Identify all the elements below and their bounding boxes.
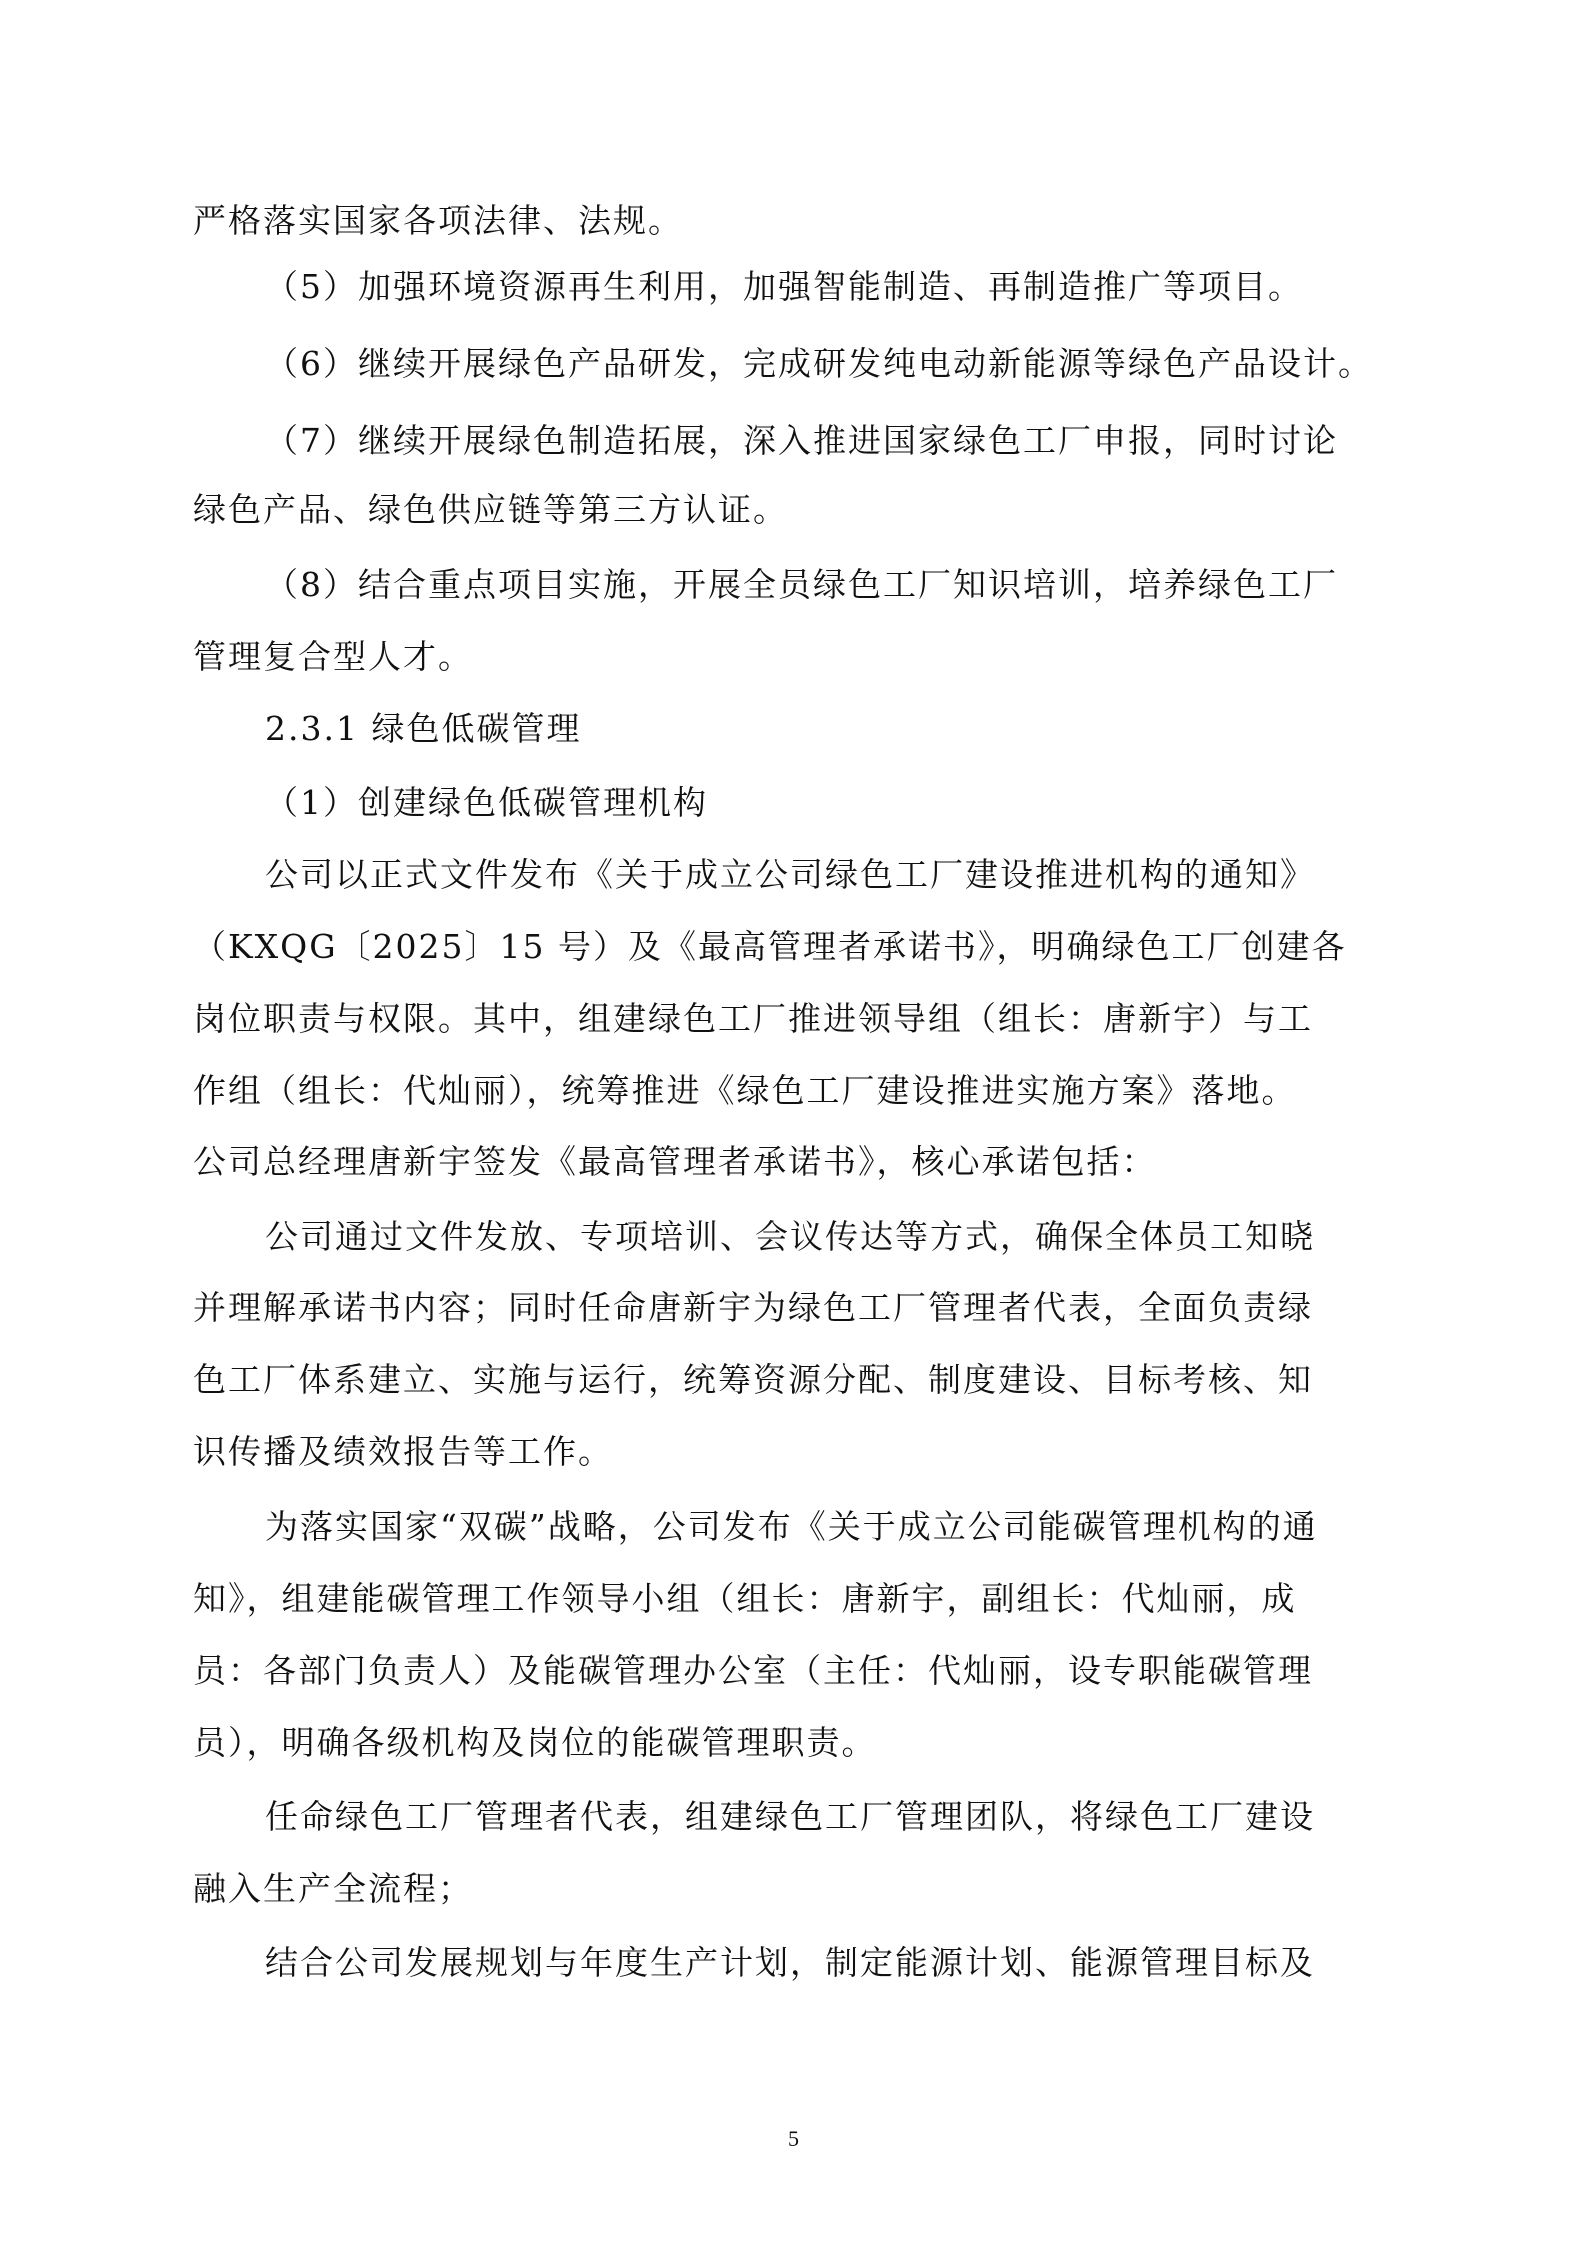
- body-text-line: 绿色产品、绿色供应链等第三方认证。: [193, 490, 788, 529]
- paragraph-line: 为落实国家“双碳”战略，公司发布《关于成立公司能碳管理机构的通: [265, 1507, 1318, 1546]
- paragraph-line: 知》，组建能碳管理工作领导小组（组长：唐新宇，副组长：代灿丽，成: [193, 1579, 1297, 1618]
- paragraph-line: 员：各部门负责人）及能碳管理办公室（主任：代灿丽，设专职能碳管理: [193, 1651, 1313, 1690]
- body-text-line: 严格落实国家各项法律、法规。: [193, 201, 683, 240]
- paragraph-line: 识传播及绩效报告等工作。: [193, 1432, 613, 1471]
- body-text-line: 管理复合型人才。: [193, 637, 473, 676]
- paragraph-line: 公司总经理唐新宇签发《最高管理者承诺书》，核心承诺包括：: [193, 1142, 1157, 1181]
- paragraph-line: 任命绿色工厂管理者代表，组建绿色工厂管理团队，将绿色工厂建设: [265, 1797, 1315, 1836]
- paragraph-line: （KXQG〔2025〕15 号）及《最高管理者承诺书》，明确绿色工厂创建各: [193, 927, 1347, 966]
- paragraph-line: 融入生产全流程；: [193, 1869, 473, 1908]
- list-item-7: （7）继续开展绿色制造拓展，深入推进国家绿色工厂申报，同时讨论: [265, 421, 1338, 460]
- list-item-6: （6）继续开展绿色产品研发，完成研发纯电动新能源等绿色产品设计。: [265, 344, 1373, 383]
- paragraph-line: 色工厂体系建立、实施与运行，统筹资源分配、制度建设、目标考核、知: [193, 1360, 1313, 1399]
- paragraph-line: 岗位职责与权限。其中，组建绿色工厂推进领导组（组长：唐新宇）与工: [193, 999, 1313, 1038]
- page-number: 5: [788, 2126, 799, 2151]
- subsection-heading: （1）创建绿色低碳管理机构: [265, 783, 708, 822]
- paragraph-line: 公司以正式文件发布《关于成立公司绿色工厂建设推进机构的通知》: [265, 855, 1315, 894]
- paragraph-line: 结合公司发展规划与年度生产计划，制定能源计划、能源管理目标及: [265, 1943, 1315, 1982]
- paragraph-line: 并理解承诺书内容；同时任命唐新宇为绿色工厂管理者代表，全面负责绿: [193, 1288, 1313, 1327]
- paragraph-line: 作组（组长：代灿丽），统筹推进《绿色工厂建设推进实施方案》落地。: [193, 1071, 1297, 1110]
- paragraph-line: 员），明确各级机构及岗位的能碳管理职责。: [193, 1723, 877, 1762]
- section-heading: 2.3.1 绿色低碳管理: [265, 709, 582, 748]
- list-item-5: （5）加强环境资源再生利用，加强智能制造、再制造推广等项目。: [265, 267, 1303, 306]
- paragraph-line: 公司通过文件发放、专项培训、会议传达等方式，确保全体员工知晓: [265, 1217, 1315, 1256]
- list-item-8: （8）结合重点项目实施，开展全员绿色工厂知识培训，培养绿色工厂: [265, 565, 1338, 604]
